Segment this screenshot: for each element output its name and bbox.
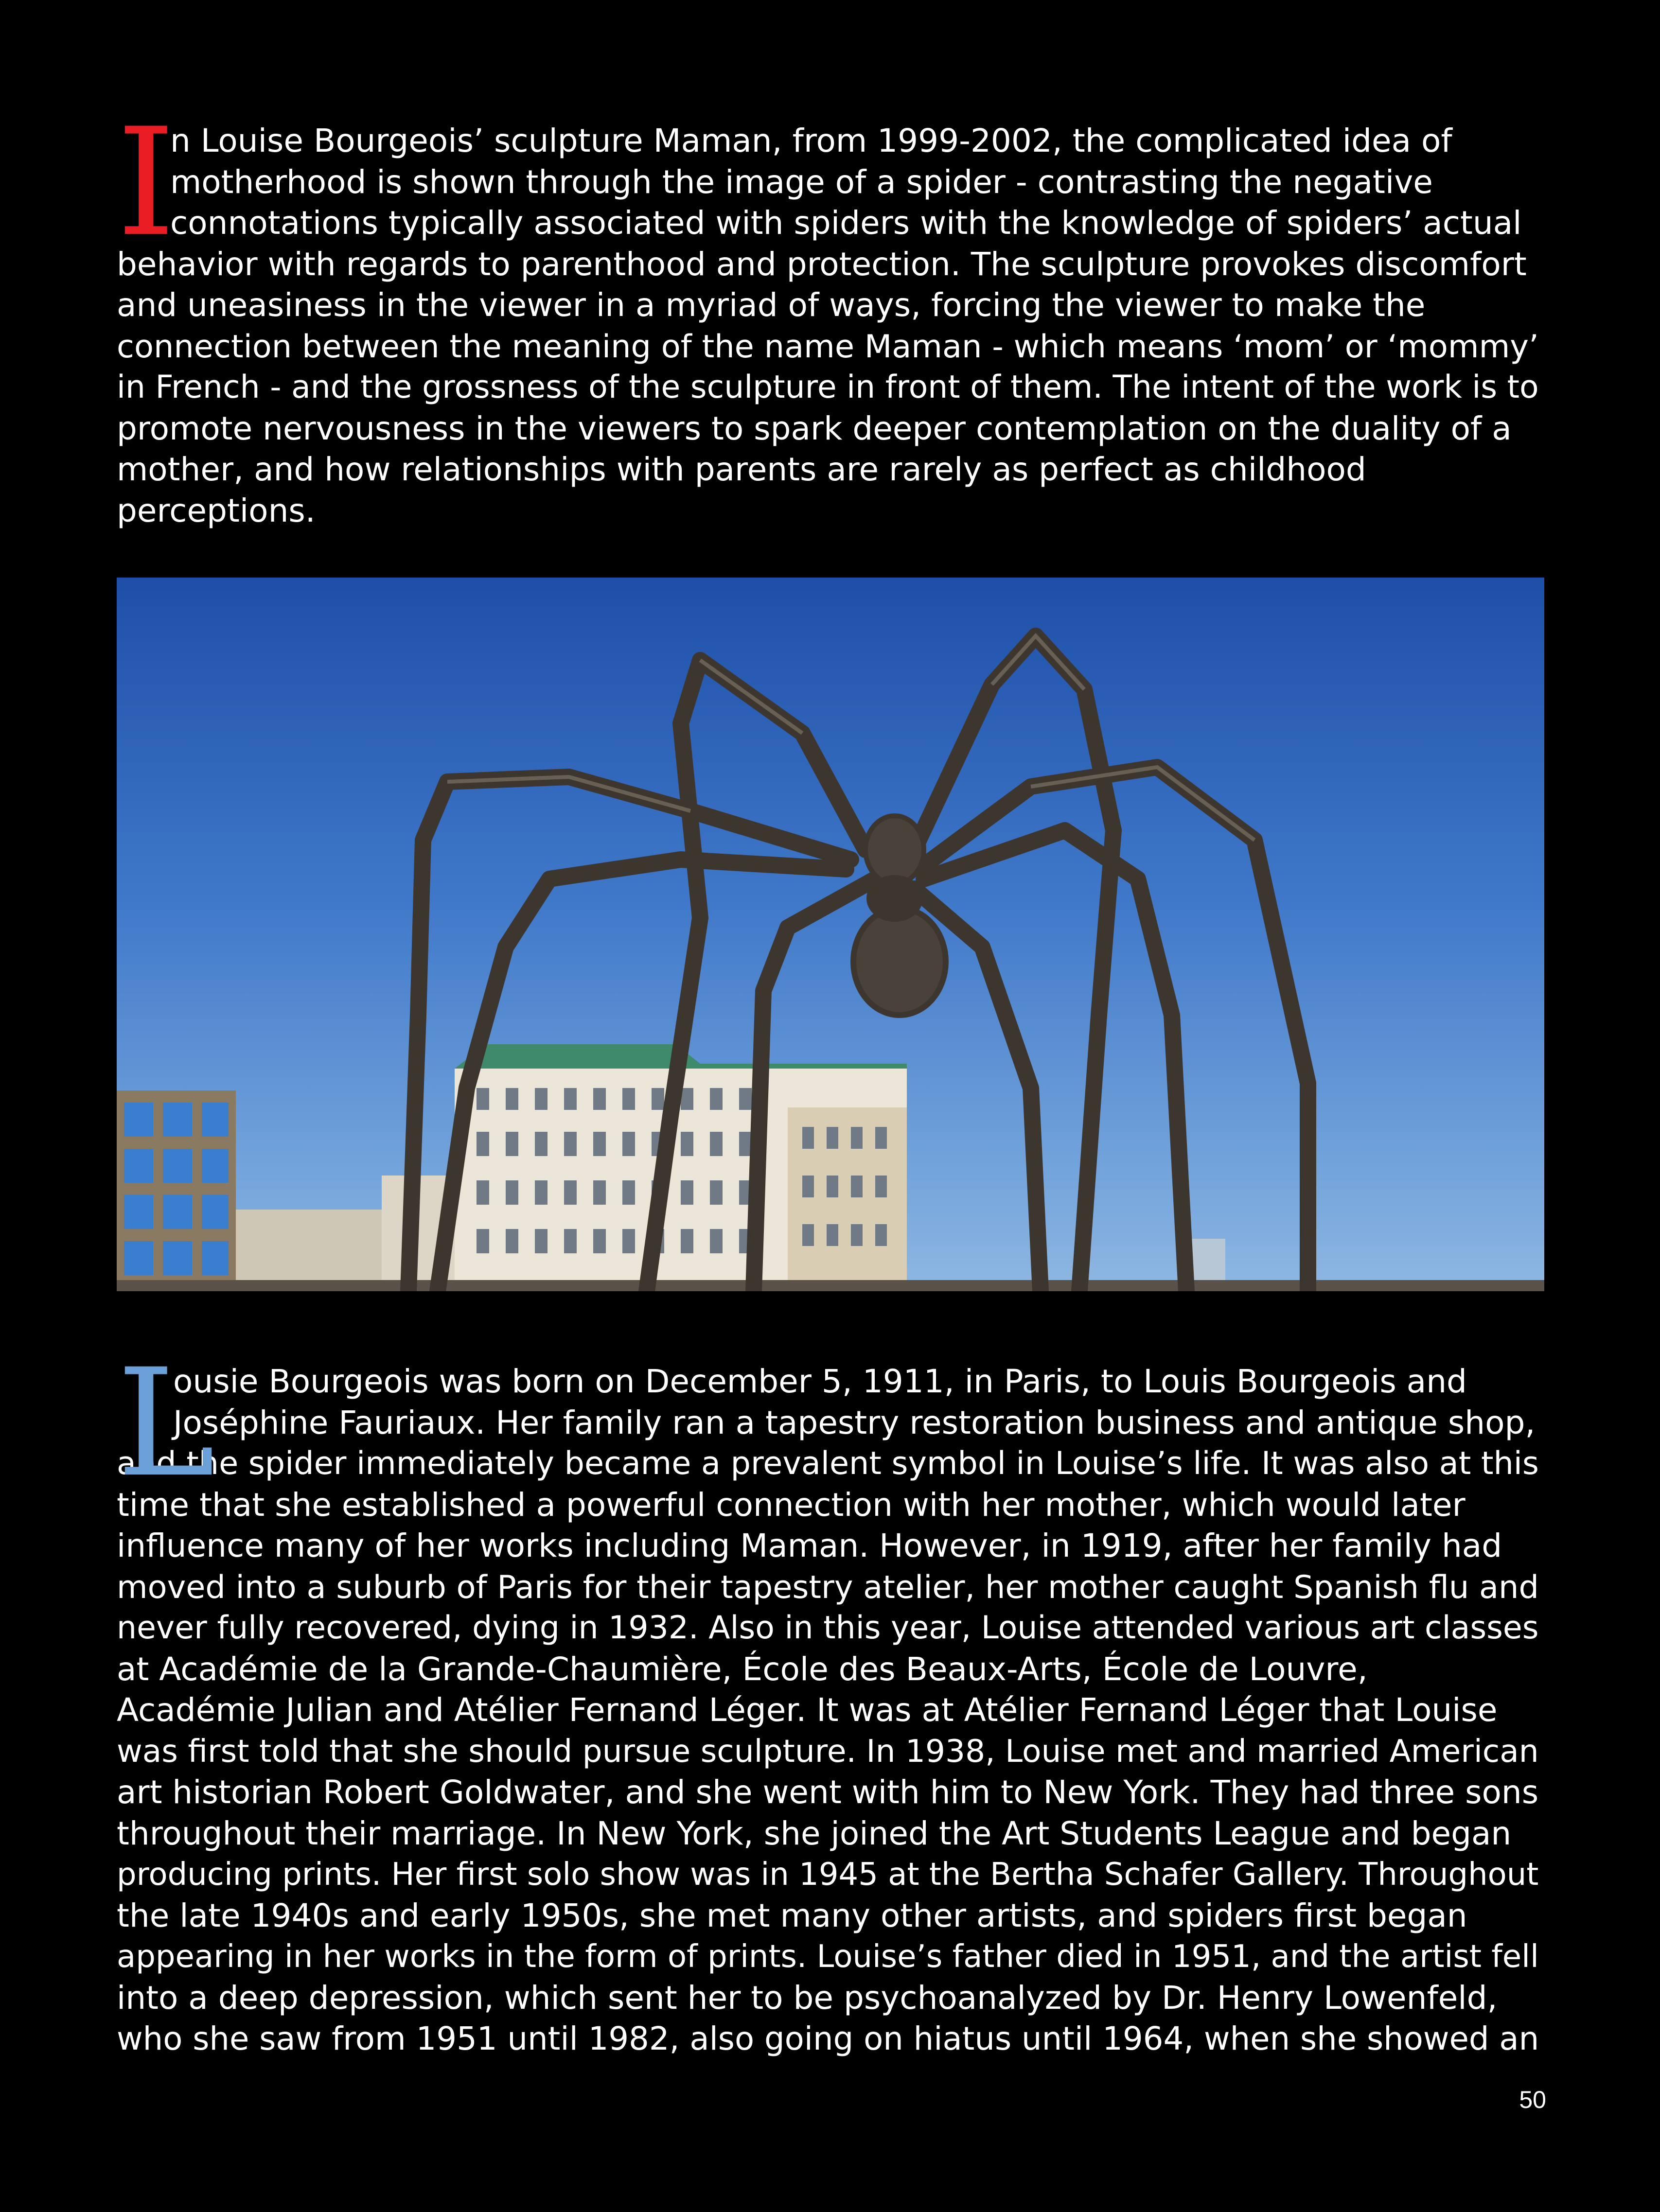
drop-cap-l: L — [117, 1337, 215, 1510]
drop-cap-i: I — [117, 96, 176, 269]
text-line: connection between the meaning of the name Maman - which means ‘mom’ or ‘mommy’ — [117, 328, 1539, 365]
text-line: throughout their marriage. In New York, she joined the Art Students League and began — [117, 1814, 1512, 1852]
text-line: influence many of her works including Maman. However, in 1919, after her family had — [117, 1527, 1502, 1564]
text-line: producing prints. Her first solo show was in 1945 at the Bertha Schafer Gallery. Throughout — [117, 1857, 1539, 1893]
text-line: Académie Julian and Atélier Fernand Léger. It was at Atélier Fernand Léger that Louise — [117, 1691, 1498, 1729]
biography-paragraph — [117, 1337, 1546, 2060]
text-line: into a deep depression, which sent her to be psychoanalyzed by Dr. Henry Lowenfeld, — [117, 1979, 1498, 2017]
low-building — [236, 1210, 382, 1291]
sculpture-illustration — [117, 578, 1544, 1291]
text-line: time that she established a powerful connection with her mother, which would later — [117, 1486, 1466, 1524]
text-line: promote nervousness in the viewers to spark deeper contemplation on the duality of a — [117, 409, 1512, 447]
text-line: the late 1940s and early 1950s, she met many other artists, and spiders first began — [117, 1896, 1467, 1934]
intro-paragraph — [117, 96, 1546, 531]
text-line: motherhood is shown through the image of a spider - contrasting the negative — [170, 163, 1433, 201]
text-line: mother, and how relationships with parents are rarely as perfect as childhood — [117, 451, 1366, 488]
page-number: 50 — [1519, 2086, 1546, 2113]
text-line: n Louise Bourgeois’ sculpture Maman, from 1999-2002, the complicated idea of — [170, 122, 1452, 159]
maman-sculpture-photo — [117, 578, 1544, 1291]
text-line: Joséphine Fauriaux. Her family ran a tapestry restoration business and antique shop, — [173, 1404, 1536, 1441]
text-line: appearing in her works in the form of prints. Louise’s father died in 1951, and the artist fell — [117, 1939, 1539, 1975]
text-line: and the spider immediately became a prevalent symbol in Louise’s life. It was also at this — [117, 1445, 1539, 1482]
text-line: at Académie de la Grande-Chaumière, École des Beaux-Arts, École de Louvre, — [117, 1650, 1368, 1688]
text-line: connotations typically associated with spiders with the knowledge of spiders’ actual — [170, 204, 1522, 242]
text-line: behavior with regards to parenthood and protection. The sculpture provokes discomfort — [117, 245, 1527, 283]
text-line: never fully recovered, dying in 1932. Also in this year, Louise attended various art classes — [117, 1610, 1539, 1646]
text-line: ousie Bourgeois was born on December 5, 1911, in Paris, to Louis Bourgeois and — [173, 1363, 1467, 1400]
text-line: and uneasiness in the viewer in a myriad of ways, forcing the viewer to make the — [117, 286, 1426, 324]
text-line: who she saw from 1951 until 1982, also going on hiatus until 1964, when she showed an — [117, 2020, 1539, 2057]
text-line: in French - and the grossness of the sculpture in front of them. The intent of the work is to — [117, 369, 1539, 405]
text-line: perceptions. — [117, 492, 316, 529]
text-line: was first told that she should pursue sculpture. In 1938, Louise met and married American — [117, 1733, 1539, 1770]
text-line: art historian Robert Goldwater, and she went with him to New York. They had three sons — [117, 1773, 1539, 1811]
text-line: moved into a suburb of Paris for their tapestry atelier, her mother caught Spanish flu and — [117, 1568, 1539, 1606]
